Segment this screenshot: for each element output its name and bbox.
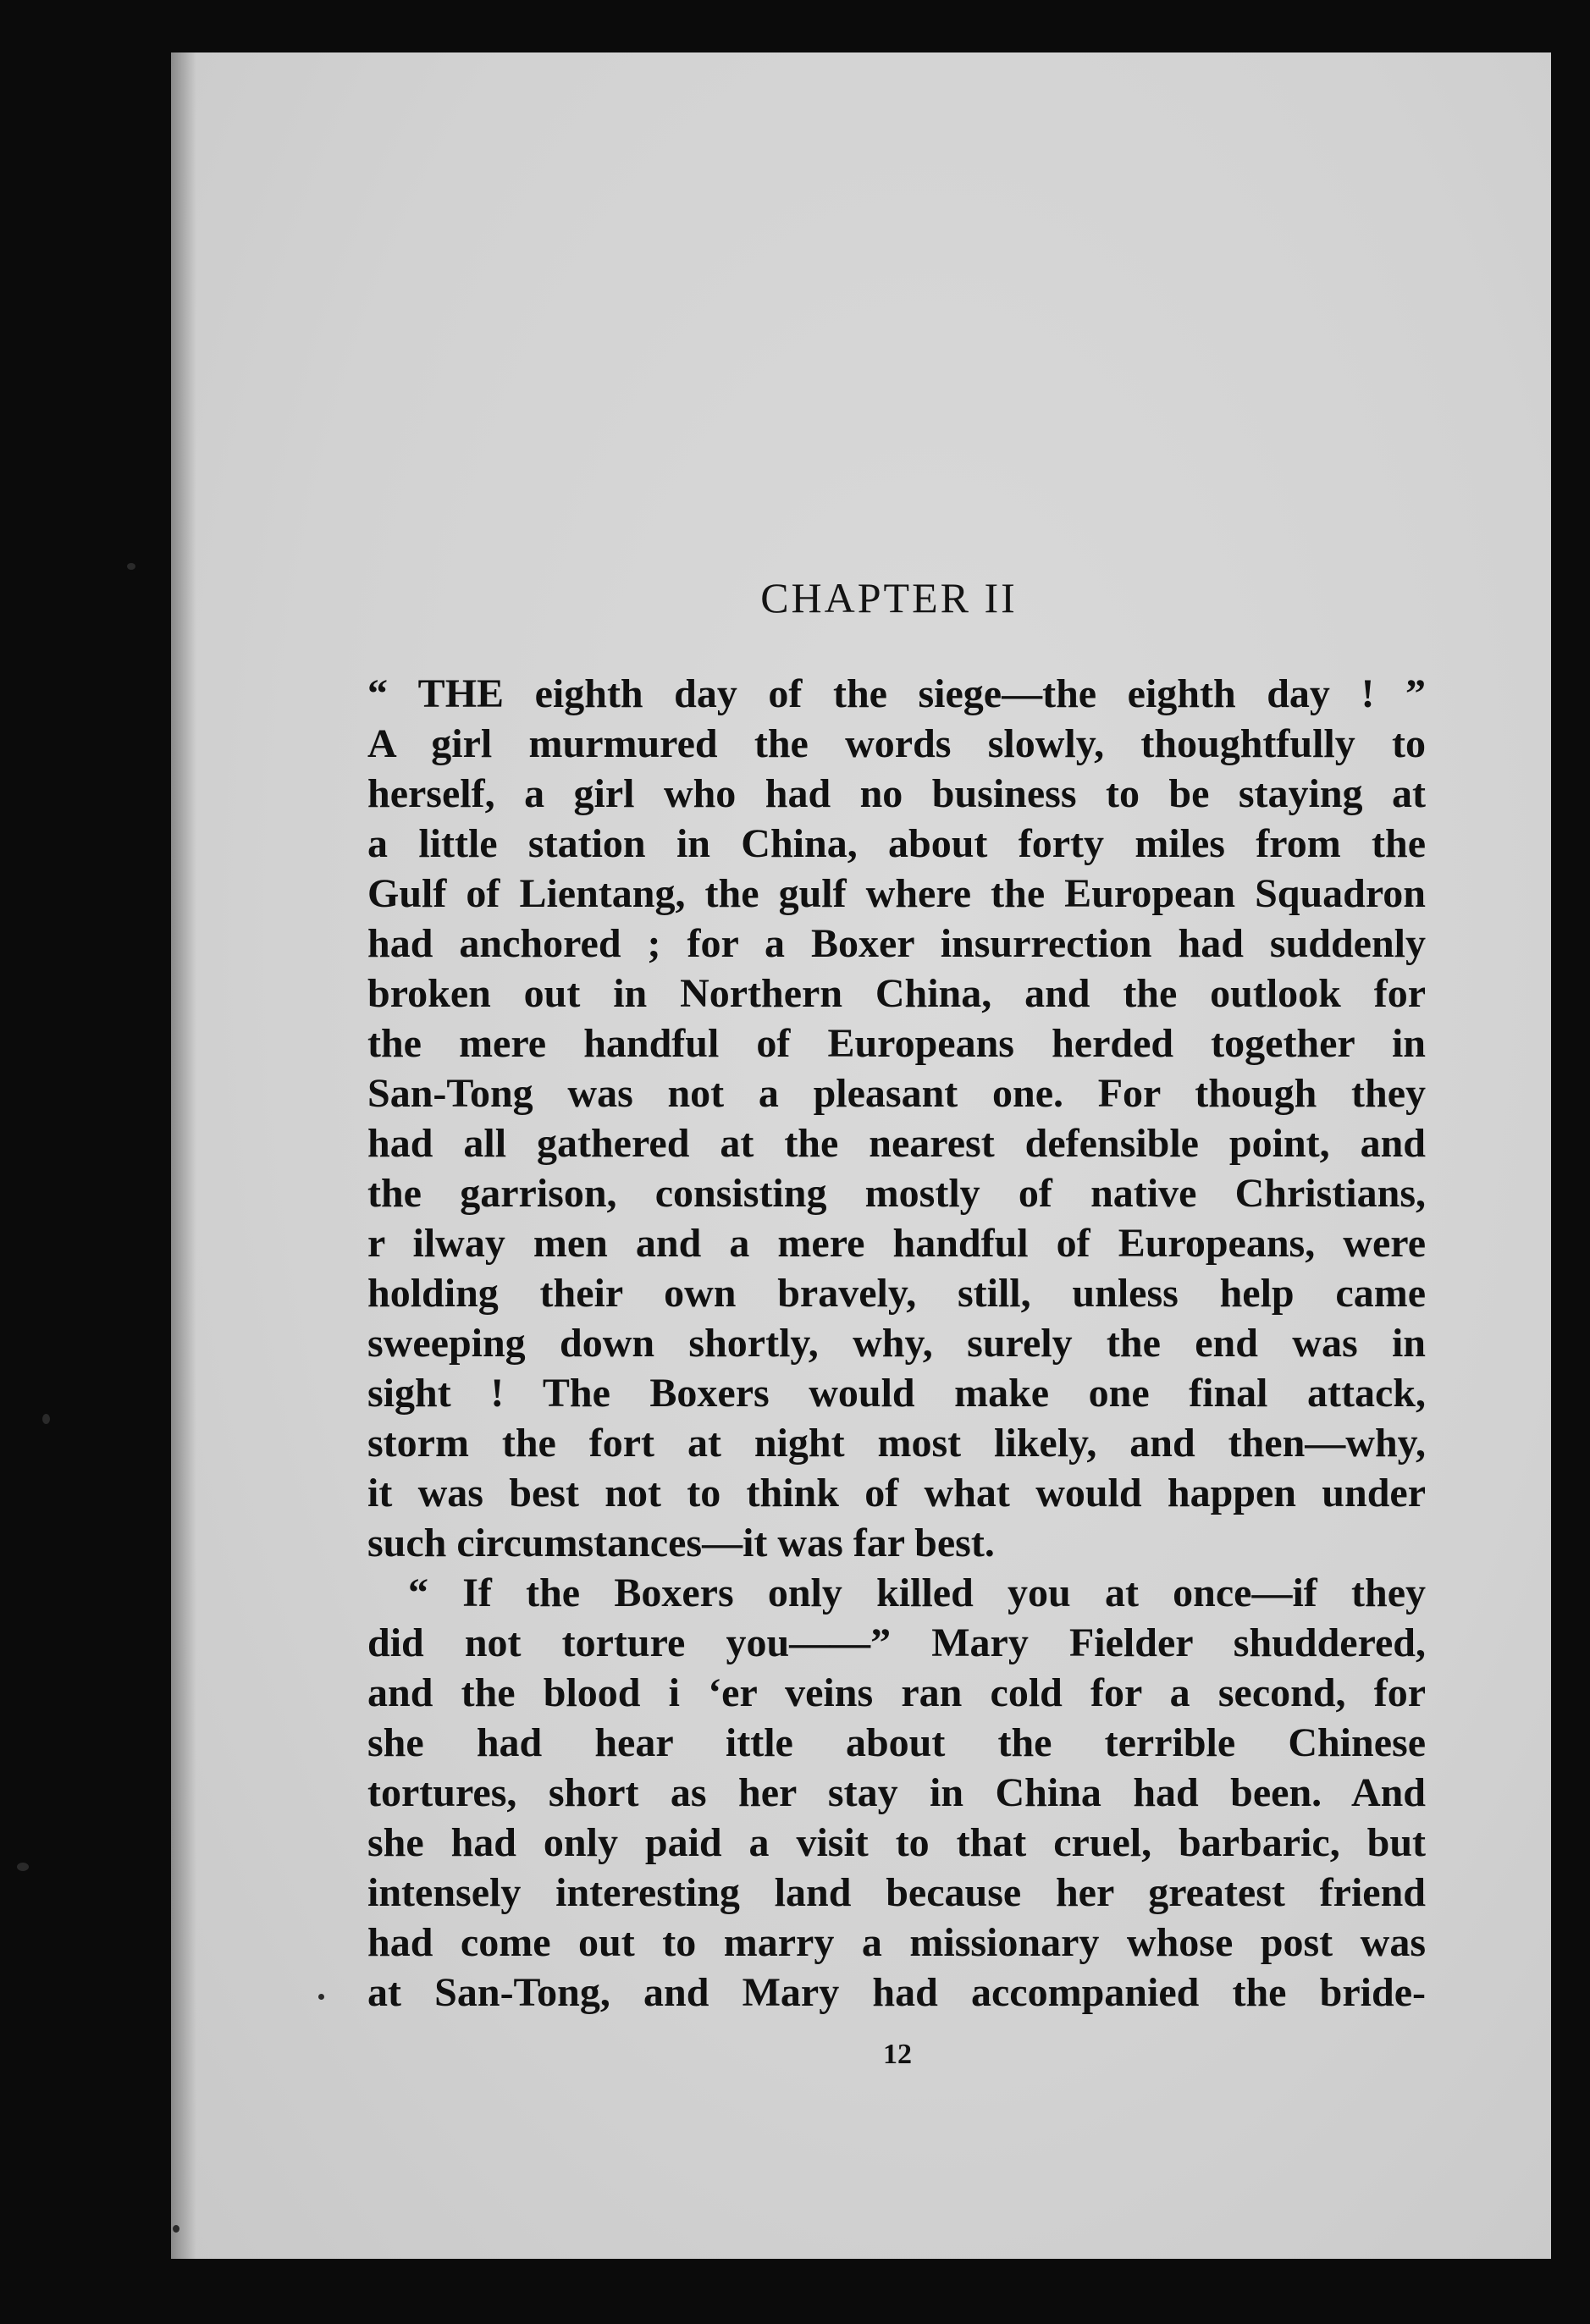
text-line: the mere handful of Europeans herded together in xyxy=(367,1021,1426,1066)
text-line: sweeping down shortly, why, surely the end was in xyxy=(367,1321,1426,1366)
text-line: had come out to marry a missionary whose post was xyxy=(367,1920,1426,1965)
text-line: r ilway men and a mere handful of Europeans, were xyxy=(367,1221,1426,1266)
text-line: a little station in China, about forty miles from the xyxy=(367,821,1426,866)
chapter-heading: CHAPTER II xyxy=(760,574,1018,621)
text-line: Gulf of Lientang, the gulf where the European Squadron xyxy=(367,871,1426,916)
text-line: herself, a girl who had no business to be staying at xyxy=(367,771,1426,816)
text-line: “ THE eighth day of the siege—the eighth day ! ” xyxy=(367,671,1426,716)
text-line: tortures, short as her stay in China had been. And xyxy=(367,1770,1426,1815)
text-line: she had hear ittle about the terrible Chinese xyxy=(367,1720,1426,1765)
text-line: had all gathered at the nearest defensible point, and xyxy=(367,1121,1426,1166)
text-line: broken out in Northern China, and the outlook for xyxy=(367,971,1426,1016)
text-line: intensely interesting land because her greatest friend xyxy=(367,1870,1426,1915)
text-line: and the blood i ‘er veins ran cold for a second, for xyxy=(367,1670,1426,1715)
text-line: sight ! The Boxers would make one final attack, xyxy=(367,1371,1426,1416)
text-line: it was best not to think of what would happen under xyxy=(367,1471,1426,1515)
chapter-body-text xyxy=(367,669,1426,2018)
scan-speck xyxy=(173,2225,179,2233)
scan-speck xyxy=(127,563,135,570)
text-line: “ If the Boxers only killed you at once—if they xyxy=(408,1570,1426,1615)
text-line: had anchored ; for a Boxer insurrection had suddenly xyxy=(367,921,1426,966)
binding-shadow xyxy=(171,52,196,2259)
text-line: the garrison, consisting mostly of native Christians, xyxy=(367,1171,1426,1216)
scan-speck xyxy=(42,1414,50,1424)
text-line: at San-Tong, and Mary had accompanied the bride- xyxy=(367,1970,1426,2015)
text-line: San-Tong was not a pleasant one. For though they xyxy=(367,1071,1426,1116)
text-line: holding their own bravely, still, unless help came xyxy=(367,1271,1426,1316)
scan-speck xyxy=(17,1863,29,1871)
text-line: she had only paid a visit to that cruel, barbaric, but xyxy=(367,1820,1426,1865)
text-line: did not torture you——” Mary Fielder shuddered, xyxy=(367,1620,1426,1665)
page-number: 12 xyxy=(883,2039,912,2070)
text-line: storm the fort at night most likely, and then—why, xyxy=(367,1421,1426,1466)
text-line: A girl murmured the words slowly, thoughtfully to xyxy=(367,721,1426,766)
scan-speck xyxy=(318,1994,324,2000)
text-line: such circumstances—it was far best. xyxy=(367,1521,995,1565)
